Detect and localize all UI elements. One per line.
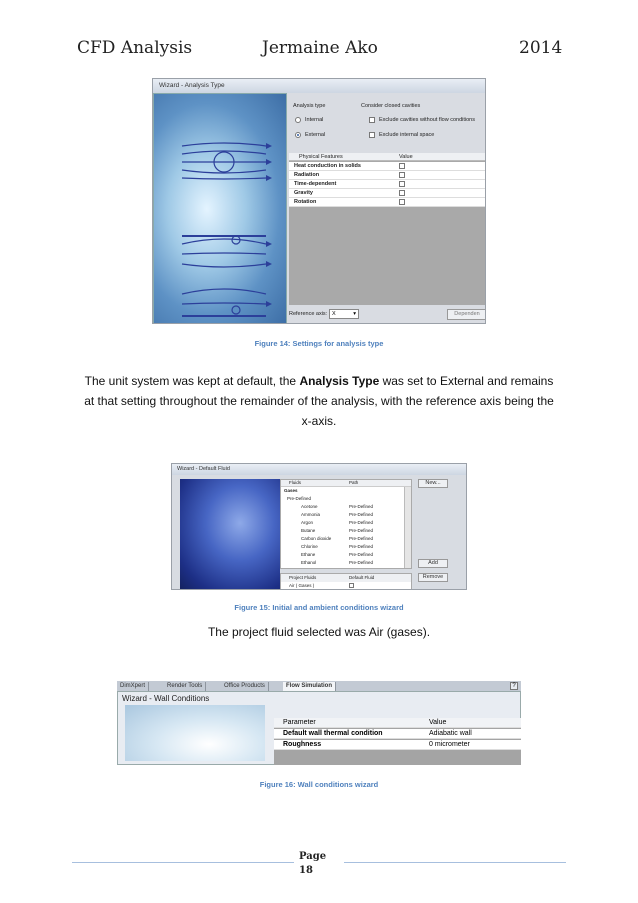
- value-column-header: Value: [429, 719, 447, 726]
- parameter-name: Default wall thermal condition: [283, 730, 383, 737]
- fluid-path: Pre-Defined: [349, 560, 374, 565]
- table-row[interactable]: [274, 729, 521, 739]
- figure-15-caption: Figure 15: Initial and ambient conditions wizard: [234, 603, 404, 612]
- header-title: CFD Analysis: [77, 38, 193, 58]
- fluid-path: Pre-Defined: [349, 536, 374, 541]
- reference-axis-value: X: [332, 311, 336, 317]
- exclude-cavities-label: Exclude cavities without flow conditions: [379, 117, 475, 123]
- window-title: Wizard - Wall Conditions: [122, 694, 210, 703]
- list-item[interactable]: [281, 487, 405, 495]
- fluid-name: Carbon dioxide: [301, 536, 332, 541]
- external-radio[interactable]: [295, 132, 301, 138]
- list-item[interactable]: [281, 527, 405, 535]
- feature-checkbox[interactable]: [399, 181, 405, 187]
- feature-name: Radiation: [294, 172, 320, 178]
- fluid-name: Ammonia: [301, 512, 321, 517]
- page-label: Page: [299, 851, 327, 862]
- table-row[interactable]: [289, 180, 486, 189]
- add-fluid-button[interactable]: Add: [418, 559, 448, 568]
- physical-features-table: [289, 153, 486, 305]
- tab-flow-simulation[interactable]: Flow Simulation: [283, 682, 336, 691]
- list-scrollbar[interactable]: [404, 487, 411, 568]
- parameter-name: Roughness: [283, 741, 322, 748]
- table-row[interactable]: [289, 189, 486, 198]
- feature-checkbox[interactable]: [399, 199, 405, 205]
- paragraph-bold-term: Analysis Type: [299, 374, 380, 388]
- exclude-internal-label: Exclude internal space: [379, 132, 435, 138]
- fluid-name: Butane: [301, 528, 316, 533]
- fluid-name: Ethanol: [301, 560, 317, 565]
- remove-fluid-button[interactable]: Remove: [418, 573, 448, 582]
- header-author: Jermaine Ako: [262, 38, 378, 58]
- window-title: Wizard - Default Fluid: [172, 464, 466, 475]
- fluid-group: Gases: [284, 488, 298, 493]
- fluid-path: Pre-Defined: [349, 512, 374, 517]
- table-row[interactable]: [289, 171, 486, 180]
- tab-office-products[interactable]: Office Products: [221, 682, 269, 691]
- features-column-header: Physical Features: [299, 154, 343, 160]
- fluids-list: [280, 479, 412, 569]
- paragraph-project-fluid: The project fluid selected was Air (gases).: [207, 625, 431, 639]
- value-column-header: Value: [399, 154, 413, 160]
- footer-divider-right: [344, 862, 566, 863]
- fluid-name: Chlorine: [301, 544, 318, 549]
- figure-16-screenshot: [117, 681, 521, 765]
- parameter-value: 0 micrometer: [429, 741, 470, 748]
- list-item[interactable]: [281, 535, 405, 543]
- list-item[interactable]: [281, 559, 405, 567]
- figure-16-caption: Figure 16: Wall conditions wizard: [259, 780, 379, 789]
- exclude-cavities-checkbox[interactable]: [369, 117, 375, 123]
- project-fluid-name: Air ( Gases ): [289, 583, 315, 588]
- feature-checkbox[interactable]: [399, 172, 405, 178]
- wall-parameters-table: [274, 718, 521, 765]
- fluid-name: Acetone: [301, 504, 318, 509]
- table-row[interactable]: [289, 162, 486, 171]
- figure-14-screenshot: [152, 78, 486, 324]
- internal-label: Internal: [305, 117, 324, 123]
- page-number: 18: [299, 865, 313, 876]
- table-row[interactable]: [289, 198, 486, 207]
- external-label: External: [305, 132, 326, 138]
- feature-name: Heat conduction in solids: [294, 163, 361, 169]
- wall-illustration: [125, 705, 265, 761]
- list-item[interactable]: [281, 495, 405, 503]
- new-fluid-button[interactable]: New...: [418, 479, 448, 488]
- list-item[interactable]: [281, 519, 405, 527]
- paragraph-analysis-type: [84, 371, 554, 431]
- fluids-column-header: Fluids: [289, 480, 302, 485]
- footer-divider-left: [72, 862, 294, 863]
- fluid-subgroup: Pre-Defined: [287, 496, 312, 501]
- fluid-path: Pre-Defined: [349, 520, 374, 525]
- feature-name: Rotation: [294, 199, 317, 205]
- fluid-path: Pre-Defined: [349, 528, 374, 533]
- project-fluids-header: Project Fluids: [289, 575, 317, 580]
- table-header: [281, 574, 411, 582]
- exclude-internal-checkbox[interactable]: [369, 132, 375, 138]
- page-footer: [299, 850, 326, 878]
- flow-illustration: [153, 93, 287, 324]
- feature-checkbox[interactable]: [399, 190, 405, 196]
- table-row[interactable]: [274, 740, 521, 750]
- table-row[interactable]: [281, 582, 405, 590]
- feature-checkbox[interactable]: [399, 163, 405, 169]
- feature-name: Time-dependent: [294, 181, 337, 187]
- feature-name: Gravity: [294, 190, 313, 196]
- table-header: [289, 153, 486, 161]
- toolbar-tabs: [117, 681, 521, 691]
- reference-axis-bar: [287, 305, 486, 324]
- fluid-path: Pre-Defined: [349, 544, 374, 549]
- parameter-column-header: Parameter: [283, 719, 316, 726]
- chevron-down-icon: ▾: [353, 311, 356, 317]
- table-header: [274, 718, 521, 728]
- internal-radio[interactable]: [295, 117, 301, 123]
- paragraph-text: The unit system was kept at default, the: [84, 374, 300, 388]
- tab-render-tools[interactable]: Render Tools: [164, 682, 206, 691]
- tab-dimxpert[interactable]: DimXpert: [117, 682, 149, 691]
- header-year: 2014: [519, 38, 563, 58]
- parameter-value: Adiabatic wall: [429, 730, 472, 737]
- default-fluid-header: Default Fluid: [349, 575, 375, 580]
- figure-15-screenshot: [171, 463, 467, 590]
- default-fluid-checkbox[interactable]: [349, 583, 354, 588]
- cavities-label: Consider closed cavities: [361, 103, 421, 109]
- fluid-path: Pre-Defined: [349, 552, 374, 557]
- project-fluids-table: [280, 573, 412, 590]
- list-header: [281, 480, 411, 487]
- list-item[interactable]: [281, 503, 405, 511]
- reference-axis-select[interactable]: [329, 309, 359, 319]
- figure-14-caption: Figure 14: Settings for analysis type: [254, 339, 384, 348]
- list-item[interactable]: [281, 551, 405, 559]
- path-column-header: Path: [349, 480, 359, 485]
- dependency-button[interactable]: Dependen: [447, 309, 486, 320]
- flow-lines-graphic: [154, 94, 288, 324]
- fluid-path: Pre-Defined: [349, 504, 374, 509]
- window-title: Wizard - Analysis Type: [153, 79, 485, 93]
- list-item[interactable]: [281, 543, 405, 551]
- paragraph-text: was set to External and remains at that setting throughout the remainder of the analysis, with the reference axis being the x-axis.: [84, 374, 554, 428]
- fluid-name: Argon: [301, 520, 314, 525]
- analysis-type-label: Analysis type: [293, 103, 326, 109]
- list-item[interactable]: [281, 511, 405, 519]
- fluid-name: Ethane: [301, 552, 316, 557]
- help-icon[interactable]: ?: [510, 682, 518, 690]
- fluid-illustration: [180, 479, 280, 589]
- reference-axis-label: Reference axis:: [289, 311, 328, 317]
